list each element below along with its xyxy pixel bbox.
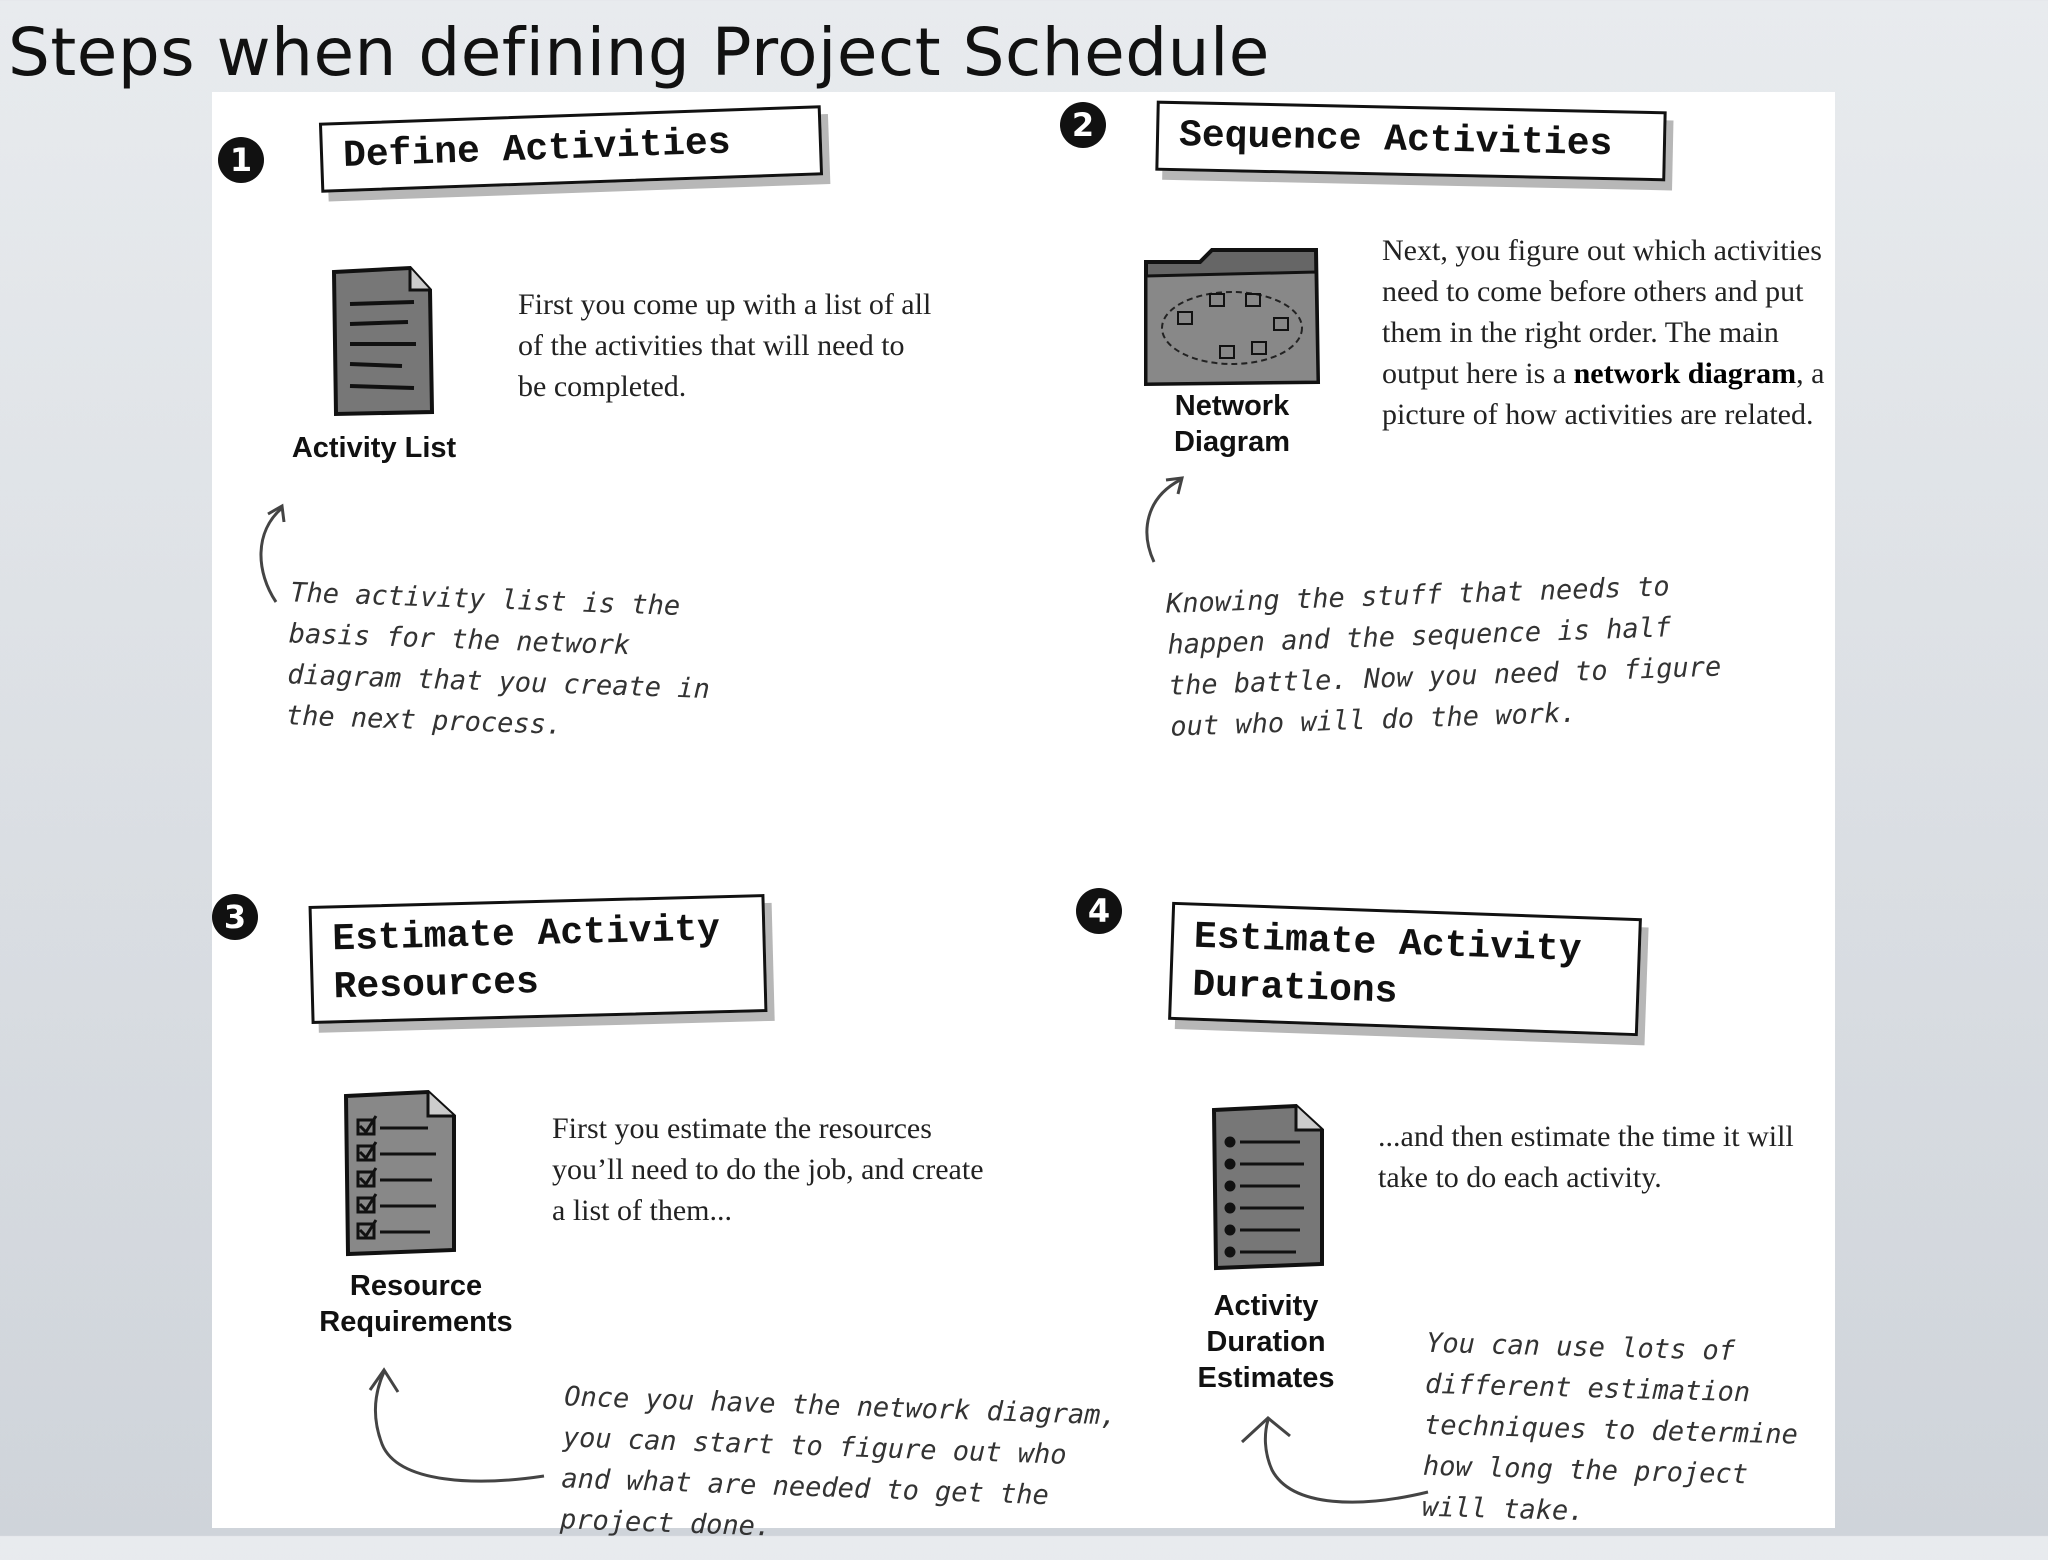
folder-network-icon (1140, 242, 1324, 392)
step-4-icon-label: Activity Duration Estimates (1197, 1290, 1335, 1394)
step-2-description (1382, 230, 1832, 435)
step-2-heading: Sequence Activities (1155, 101, 1666, 182)
step-3-icon-label: Resource Requirements (319, 1270, 513, 1338)
step-1-number: 1 (218, 137, 264, 183)
step-3-heading: Estimate Activity Resources (309, 894, 768, 1024)
step-2-note: Knowing the stuff that needs to happen and the sequence is half the battle. Now you need to figure out who will do the work. (1165, 571, 1722, 743)
step-4-heading: Estimate Activity Durations (1168, 902, 1642, 1036)
step-1-description: First you come up with a list of all of the activities that will need to be completed. (518, 288, 932, 403)
step-2-note-arrow (1140, 472, 1200, 572)
step-2-number: 2 (1060, 102, 1106, 148)
step-4-note: You can use lots of different estimation techniques to determine how long the project will take. (1421, 1327, 1799, 1527)
content-panel (212, 92, 1835, 1543)
step-2-icon-label: Network Diagram (1173, 390, 1291, 458)
step-3-number: 3 (212, 894, 258, 940)
step-3-description: First you estimate the resources you’ll need to do the job, and create a list of them... (552, 1112, 984, 1227)
step-3-note-arrow (358, 1364, 548, 1494)
step-3-note: Once you have the network diagram, you can start to figure out who and what are needed to get the project done. (559, 1381, 1118, 1543)
step-1-note: The activity list is the basis for the network diagram that you create in the next process. (285, 577, 711, 741)
checklist-icon (336, 1088, 460, 1260)
step-2-description-post: , a picture of how activities are related. (1382, 357, 1825, 431)
step-2-description-bold: network diagram (1573, 357, 1797, 390)
document-lines-icon (322, 262, 442, 422)
step-4-note-arrow (1212, 1412, 1432, 1512)
step-1-heading: Define Activities (319, 105, 823, 192)
slide-title: Steps when defining Project Schedule (8, 14, 1270, 91)
step-2-description-pre: Next, you figure out which activities need to come before others and put them in the right order. The main output here is a (1382, 234, 1822, 390)
list-document-icon (1204, 1102, 1328, 1274)
step-4-description: ...and then estimate the time it will take to do each activity. (1378, 1120, 1794, 1194)
step-1-icon-label: Activity List (291, 432, 457, 464)
step-4-number: 4 (1076, 888, 1122, 934)
